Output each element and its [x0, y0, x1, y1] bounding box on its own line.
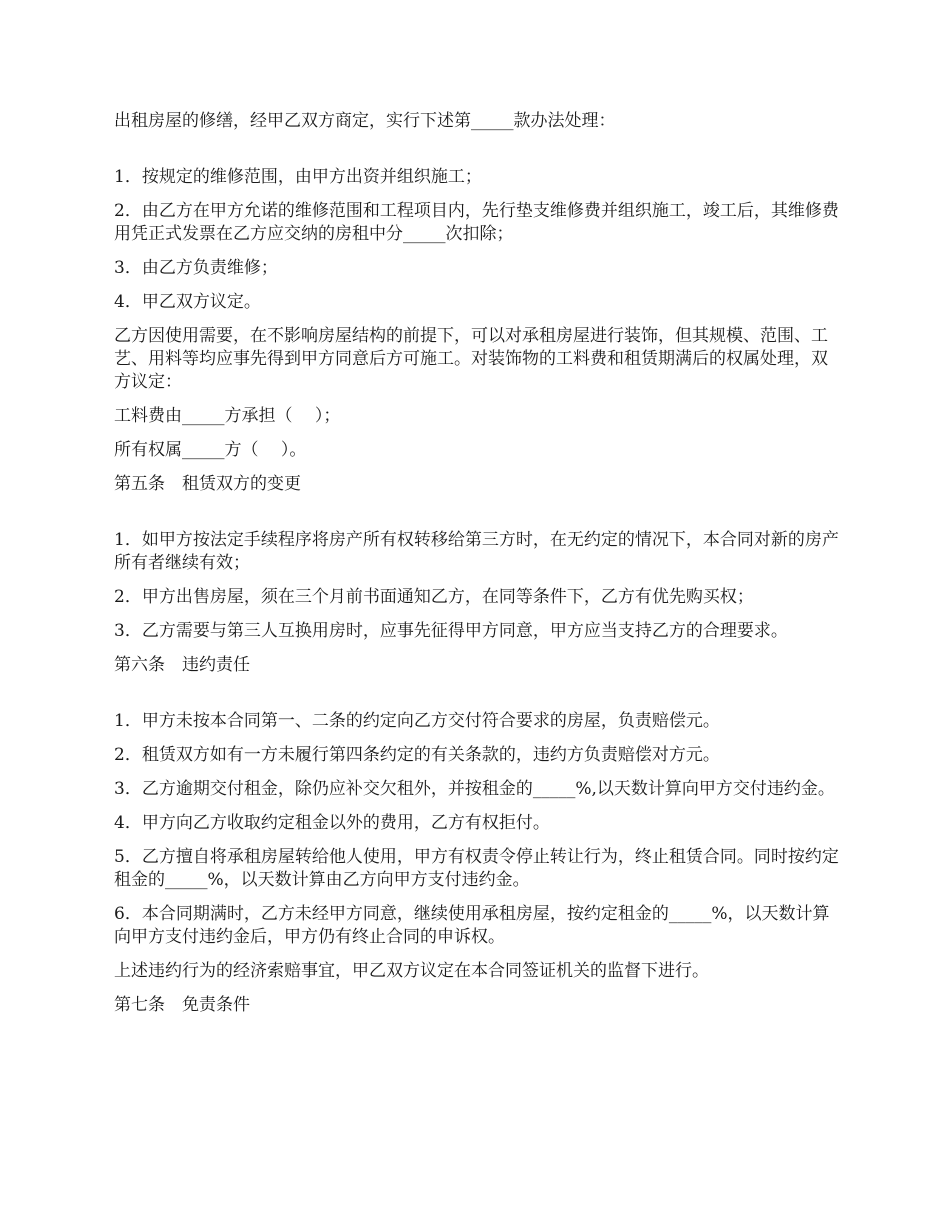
- paragraph-breach-1: 1．甲方未按本合同第一、二条的约定向乙方交付符合要求的房屋，负责赔偿元。: [114, 711, 720, 731]
- paragraph-decoration: 乙方因使用需要，在不影响房屋结构的前提下，可以对承租房屋进行装饰，但其规模、范围、工艺、用料等均应事先得到甲方同意后方可施工。对装饰物的工料费和租赁期满后的权属处理，双方议定：: [114, 326, 828, 392]
- paragraph-material-cost: 工料费由_____方承担（ ）；: [114, 406, 341, 426]
- paragraph-breach-3: 3．乙方逾期交付租金，除仍应补交欠租外，并按租金的_____%,以天数计算向甲方交付违约金。: [114, 779, 835, 799]
- paragraph-repair-2: 2．由乙方在甲方允诺的维修范围和工程项目内，先行垫支维修费并组织施工，竣工后，其维修费用凭正式发票在乙方应交纳的房租中分_____次扣除；: [114, 201, 839, 244]
- blank-line: [114, 688, 840, 710]
- paragraph-breach-2: 2．租赁双方如有一方未履行第四条约定的有关条款的，违约方负责赔偿对方元。: [114, 745, 720, 765]
- paragraph-repair-1: 1．按规定的维修范围，由甲方出资并组织施工；: [114, 167, 482, 187]
- blank-line: [114, 507, 840, 529]
- paragraph-breach-5: 5．乙方擅自将承租房屋转给他人使用，甲方有权责令停止转让行为，终止租赁合同。同时按约定租金的_____%，以天数计算由乙方向甲方支付违约金。: [114, 847, 839, 890]
- paragraph-repair-intro: 出租房屋的修缮，经甲乙双方商定，实行下述第_____款办法处理：: [114, 111, 616, 131]
- paragraph-change-3: 3．乙方需要与第三人互换用房时，应事先征得甲方同意，甲方应当支持乙方的合理要求。: [114, 621, 788, 641]
- heading-article-7: 第七条 免责条件: [114, 995, 250, 1015]
- paragraph-repair-3: 3．由乙方负责维修；: [114, 258, 278, 278]
- paragraph-change-1: 1．如甲方按法定手续程序将房产所有权转移给第三方时，在无约定的情况下，本合同对新的房产所有者继续有效；: [114, 530, 839, 573]
- paragraph-ownership: 所有权属_____方（ ）。: [114, 440, 307, 460]
- paragraph-breach-6: 6．本合同期满时，乙方未经甲方同意，继续使用承租房屋，按约定租金的_____%，以天数计算向甲方支付违约金后，甲方仍有终止合同的申诉权。: [114, 904, 830, 947]
- paragraph-breach-claims: 上述违约行为的经济索赔事宜，甲乙双方议定在本合同签证机关的监督下进行。: [114, 961, 709, 981]
- blank-line: [114, 144, 840, 166]
- paragraph-repair-4: 4．甲乙双方议定。: [114, 292, 261, 312]
- paragraph-change-2: 2．甲方出售房屋，须在三个月前书面通知乙方，在同等条件下，乙方有优先购买权；: [114, 587, 754, 607]
- heading-article-6: 第六条 违约责任: [114, 655, 250, 675]
- heading-article-5: 第五条 租赁双方的变更: [114, 474, 301, 494]
- paragraph-breach-4: 4．甲方向乙方收取约定租金以外的费用，乙方有权拒付。: [114, 813, 550, 833]
